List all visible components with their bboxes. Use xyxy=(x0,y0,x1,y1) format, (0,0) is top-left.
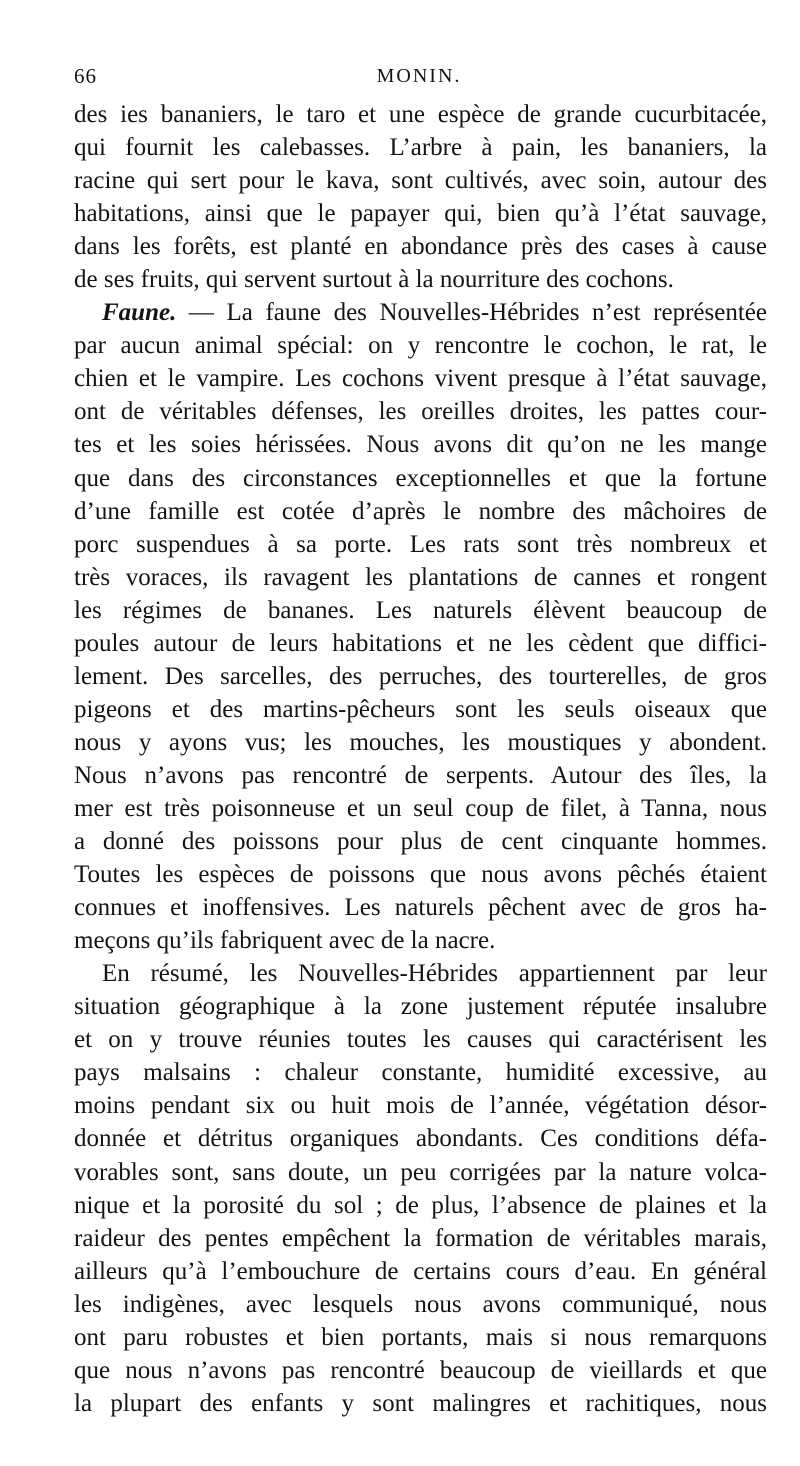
line-text: racine qui sert pour le kava, sont cultivés, avec soin, autour des xyxy=(74,167,767,195)
text-line xyxy=(74,693,767,726)
line-text: donnée et détritus organiques abondants. Ces conditions défa- xyxy=(74,1125,767,1153)
text-line xyxy=(74,1321,767,1354)
line-text: En résumé, les Nouvelles-Hébrides appartiennent par leur xyxy=(102,960,767,988)
text-line xyxy=(74,858,767,891)
line-text: connues et inoffensives. Les naturels pêchent avec de gros ha- xyxy=(74,894,767,922)
text-line xyxy=(74,528,767,561)
text-line xyxy=(74,726,767,759)
page-number: 66 xyxy=(74,64,97,88)
text-line xyxy=(74,891,767,924)
text-line xyxy=(74,197,767,230)
text-line xyxy=(74,395,767,428)
page-header xyxy=(74,62,764,90)
text-line xyxy=(74,825,767,858)
text-line xyxy=(74,98,767,131)
text-line xyxy=(74,131,767,164)
line-text: ont de véritables défenses, les oreilles droites, les pattes cour- xyxy=(74,398,767,426)
line-text: meçons qu’ils fabriquent avec de la nacre. xyxy=(74,927,496,955)
line-text: des ies bananiers, le taro et une espèce de grande cucurbitacée, xyxy=(74,101,767,128)
text-line xyxy=(74,296,767,329)
line-text: nique et la porosité du sol ; de plus, l’absence de plaines et la xyxy=(74,1191,767,1219)
text-line xyxy=(74,1122,767,1155)
line-text: la plupart des enfants y sont malingres et rachitiques, nous xyxy=(74,1389,767,1417)
text-line xyxy=(74,230,767,263)
line-text: d’une famille est cotée d’après le nombre des mâchoires de xyxy=(74,497,767,525)
text-line xyxy=(74,594,767,627)
line-text: qui fournit les calebasses. L’arbre à pain, les bananiers, la xyxy=(74,134,767,162)
text-line xyxy=(74,1189,767,1222)
line-text: habitations, ainsi que le papayer qui, bien qu’à l’état sauvage, xyxy=(74,200,767,228)
text-line xyxy=(74,1222,767,1255)
text-line xyxy=(74,627,767,660)
line-text: de ses fruits, qui servent surtout à la nourriture des cochons. xyxy=(74,266,674,294)
line-text: ailleurs qu’à l’embouchure de certains cours d’eau. En général xyxy=(74,1257,767,1285)
line-text: et on y trouve réunies toutes les causes qui caractérisent les xyxy=(74,1026,767,1054)
line-text: pigeons et des martins-pêcheurs sont les seuls oiseaux que xyxy=(74,695,767,723)
text-line xyxy=(74,263,767,296)
text-line xyxy=(74,990,767,1023)
text-line xyxy=(74,428,767,461)
line-text: tes et les soies hérissées. Nous avons dit qu’on ne les mange xyxy=(74,431,767,459)
line-text: moins pendant six ou huit mois de l’année, végétation désor- xyxy=(74,1092,767,1120)
text-line xyxy=(74,362,767,395)
line-text: que dans des circonstances exceptionnelles et que la fortune xyxy=(74,464,767,492)
text-line xyxy=(74,1023,767,1056)
line-text: poules autour de leurs habitations et ne les cèdent que diffici- xyxy=(74,629,767,657)
text-line xyxy=(74,792,767,825)
line-text: lement. Des sarcelles, des perruches, des tourterelles, de gros xyxy=(74,662,767,690)
line-text: Toutes les espèces de poissons que nous avons pêchés étaient xyxy=(74,861,767,889)
line-text: situation géographique à la zone justement réputée insalubre xyxy=(74,993,767,1021)
text-line xyxy=(74,462,767,495)
line-text: les indigènes, avec lesquels nous avons communiqué, nous xyxy=(74,1290,767,1318)
line-text: nous y ayons vus; les mouches, les moustiques y abondent. xyxy=(74,728,767,756)
text-line xyxy=(74,495,767,528)
line-text: Nous n’avons pas rencontré de serpents. Autour des îles, la xyxy=(74,761,767,789)
text-line xyxy=(74,1089,767,1122)
text-line xyxy=(74,924,767,957)
line-text: raideur des pentes empêchent la formation de véritables marais, xyxy=(74,1224,767,1252)
body-text xyxy=(74,98,767,1420)
line-text: vorables sont, sans doute, un peu corrigées par la nature volca- xyxy=(74,1158,767,1186)
running-head: MONIN. xyxy=(376,65,462,87)
line-text: par aucun animal spécial: on y rencontre le cochon, le rat, le xyxy=(74,332,767,360)
line-text: — La faune des Nouvelles-Hébrides n’est représentée xyxy=(176,299,767,327)
line-text: les régimes de bananes. Les naturels élèvent beaucoup de xyxy=(74,596,767,624)
line-text: dans les forêts, est planté en abondance près des cases à cause xyxy=(74,233,767,261)
text-line xyxy=(74,561,767,594)
text-line xyxy=(74,957,767,990)
text-line xyxy=(74,1156,767,1189)
line-text: pays malsains : chaleur constante, humidité excessive, au xyxy=(74,1059,767,1087)
text-line xyxy=(74,759,767,792)
text-line xyxy=(74,1056,767,1089)
text-line xyxy=(74,164,767,197)
line-text: ont paru robustes et bien portants, mais si nous remarquons xyxy=(74,1323,767,1351)
line-text: chien et le vampire. Les cochons vivent presque à l’état sauvage, xyxy=(74,365,767,393)
text-line xyxy=(74,1387,767,1420)
line-text: mer est très poisonneuse et un seul coup de filet, à Tanna, nous xyxy=(74,794,767,822)
section-title: Faune. xyxy=(102,299,177,327)
text-line xyxy=(74,660,767,693)
line-text: porc suspendues à sa porte. Les rats sont très nombreux et xyxy=(74,530,767,558)
text-line xyxy=(74,1288,767,1321)
line-text: a donné des poissons pour plus de cent cinquante hommes. xyxy=(74,828,767,856)
text-line xyxy=(74,1354,767,1387)
text-line xyxy=(74,1255,767,1288)
line-text: très voraces, ils ravagent les plantations de cannes et rongent xyxy=(74,563,767,591)
text-line xyxy=(74,329,767,362)
line-text: que nous n’avons pas rencontré beaucoup de vieillards et que xyxy=(74,1356,767,1384)
